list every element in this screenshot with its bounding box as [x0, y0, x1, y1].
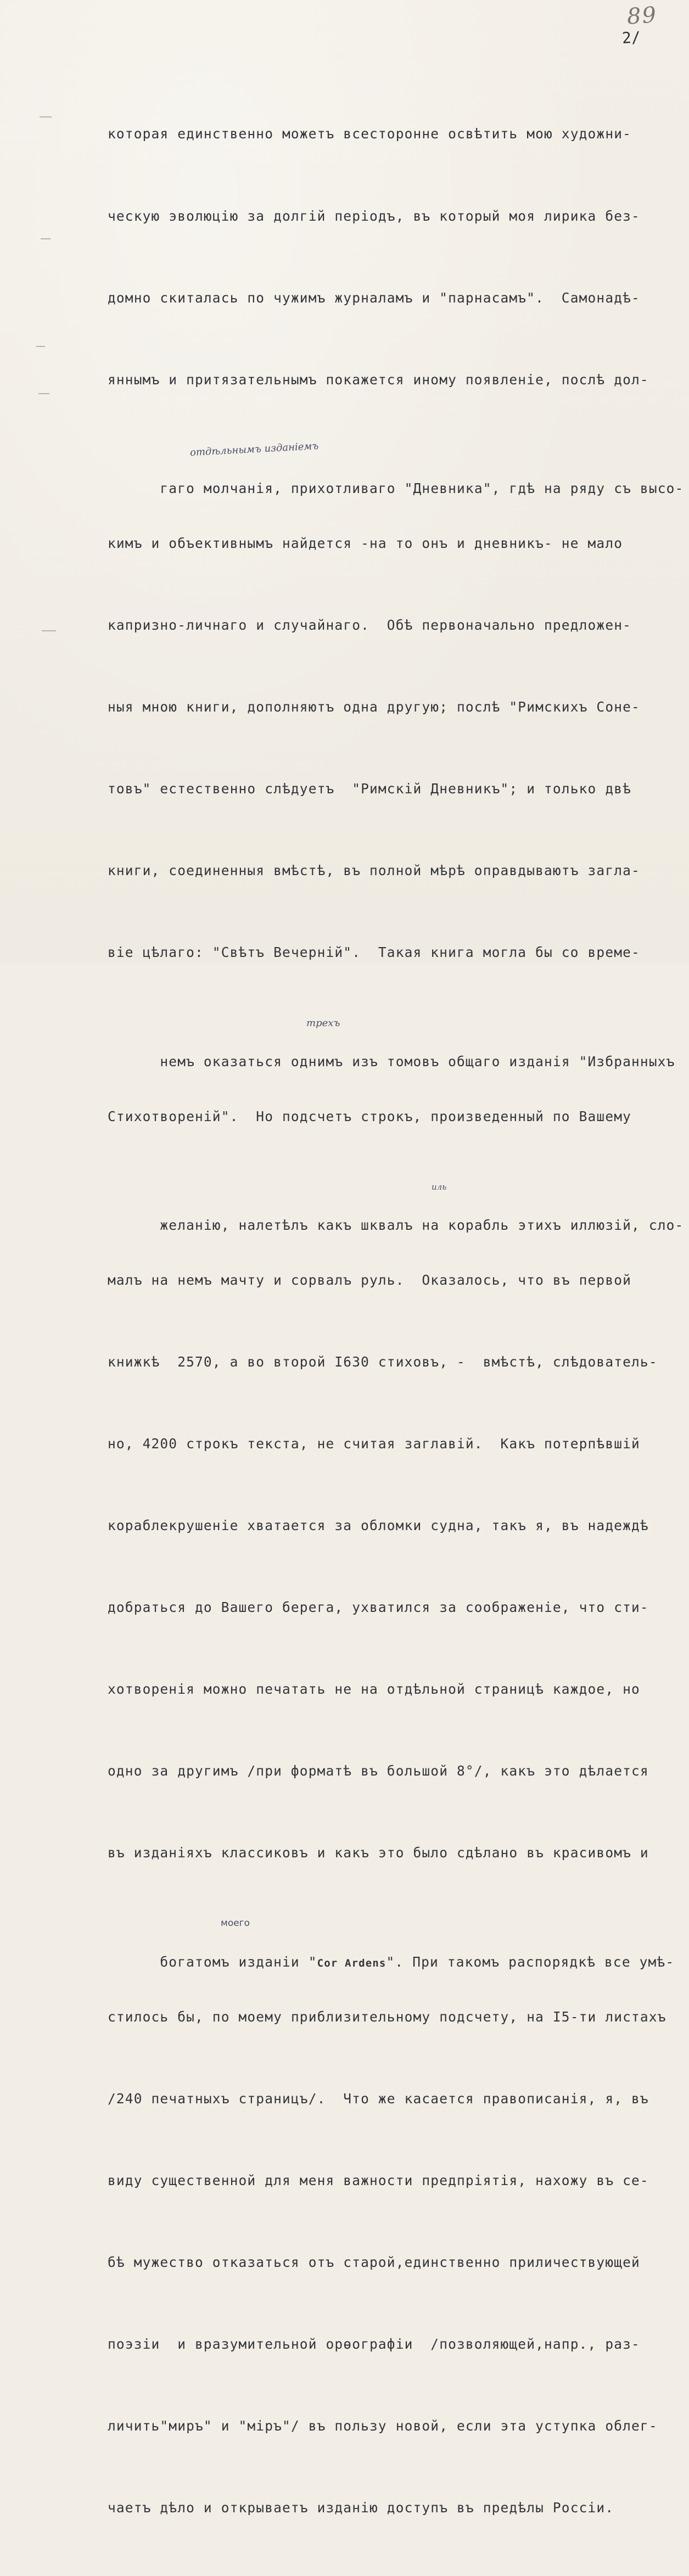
text-line: стилось бы, по моему приблизительному подсчету, на I5-ти листахъ — [108, 2008, 666, 2025]
text-line — [108, 1017, 675, 1070]
text-line: одно за другимъ /при форматѣ въ большой 8°/, какъ это дѣлается — [108, 1763, 649, 1779]
text-line-content: богатомъ изданіи " — [160, 1954, 317, 1970]
text-line: Стихотвореній". Но подсчетъ строкъ, произведенный по Вашему — [108, 1108, 632, 1124]
margin-punch-mark — [40, 116, 52, 117]
typed-page-number: 2/ — [621, 28, 641, 47]
text-line: товъ" естественно слѣдуетъ "Римскій Дневникъ"; и только двѣ — [108, 781, 632, 797]
text-line: добраться до Вашего берега, ухватился за соображеніе, что сти- — [108, 1599, 649, 1616]
handwritten-insertion: иль — [432, 1181, 447, 1192]
handwritten-insertion: отдѣльнымъ изданіемъ — [189, 440, 319, 458]
margin-punch-mark — [42, 630, 56, 631]
text-line: ческую эволюцію за долгій періодъ, въ который моя лирика без- — [108, 208, 640, 224]
text-line: кимъ и объективнымъ найдется -на то онъ и дневникъ- не мало — [108, 535, 623, 551]
text-line-content: немъ оказаться однимъ изъ томовъ общаго изданія "Избранныхъ — [160, 1054, 675, 1070]
text-line: но, 4200 строкъ текста, не считая заглавій. Какъ потерпѣвшій — [108, 1435, 640, 1452]
text-line: капризно-личнаго и случайнаго. Обѣ первоначально предложен- — [108, 617, 632, 633]
text-line: чаетъ дѣло и открываетъ изданію доступъ въ предѣлы Россіи. — [108, 2500, 614, 2516]
text-line: которая единственно можетъ всесторонне освѣтить мою художни- — [108, 126, 632, 142]
text-line: ныя мною книги, дополняютъ одна другую; послѣ "Римскихъ Соне- — [108, 699, 640, 715]
pencil-folio-number: 89 — [626, 2, 658, 30]
text-line: віе цѣлаго: "Свѣтъ Вечерній". Такая книга могла бы со време- — [108, 944, 640, 961]
text-line-content: ". При такомъ распорядкѣ все умѣ- — [386, 1954, 675, 1970]
margin-punch-mark — [41, 238, 51, 239]
text-line: поэзіи и вразумительной орѳографіи /позволяющей,напр., раз- — [108, 2336, 640, 2352]
book-title-cor-ardens: Cor Ardens — [317, 1957, 386, 1970]
text-line: личить"миръ" и "міръ"/ въ пользу новой, если эта уступка облег- — [108, 2418, 658, 2434]
text-line: кораблекрушеніе хватается за обломки судна, такъ я, въ надеждѣ — [108, 1517, 649, 1533]
handwritten-insertion: трехъ — [306, 1017, 340, 1029]
text-line: яннымъ и притязательнымъ покажется иному появленіе, послѣ дол- — [108, 371, 649, 388]
text-line: малъ на немъ мачту и сорвалъ руль. Оказалось, что въ первой — [108, 1272, 632, 1288]
text-line — [108, 1181, 684, 1234]
text-line: /240 печатныхъ страницъ/. Что же касается правописанія, я, въ — [108, 2090, 649, 2107]
text-line-content: желанію, налетѣлъ какъ шквалъ на корабль этихъ иллюзій, сло- — [160, 1217, 684, 1234]
margin-punch-mark — [38, 393, 49, 394]
text-line: книги, соединенныя вмѣстѣ, въ полной мѣрѣ оправдываютъ загла- — [108, 863, 640, 879]
text-line: домно скиталась по чужимъ журналамъ и "парнасамъ". Самонадѣ- — [108, 289, 640, 306]
text-line — [108, 1918, 675, 1970]
text-line: книжкѣ 2570, а во второй I630 стиховъ, - вмѣстѣ, слѣдователь- — [108, 1353, 658, 1370]
text-line: хотворенія можно печатать не на отдѣльной страницѣ каждое, но — [108, 1681, 640, 1698]
text-line-content: гаго молчанія, прихотливаго "Дневника", гдѣ на ряду съ высо- — [160, 480, 684, 497]
text-line — [108, 440, 684, 497]
text-line: виду существенной для меня важности предпріятія, нахожу въ се- — [108, 2172, 649, 2188]
text-line: бѣ мужество отказаться отъ старой,единственно приличествующей — [108, 2254, 640, 2270]
text-line: въ изданіяхъ классиковъ и какъ это было сдѣлано въ красивомъ и — [108, 1845, 649, 1861]
handwritten-insertion: моего — [221, 1918, 250, 1929]
letter-body-text — [108, 66, 684, 2576]
margin-punch-mark — [36, 346, 45, 347]
